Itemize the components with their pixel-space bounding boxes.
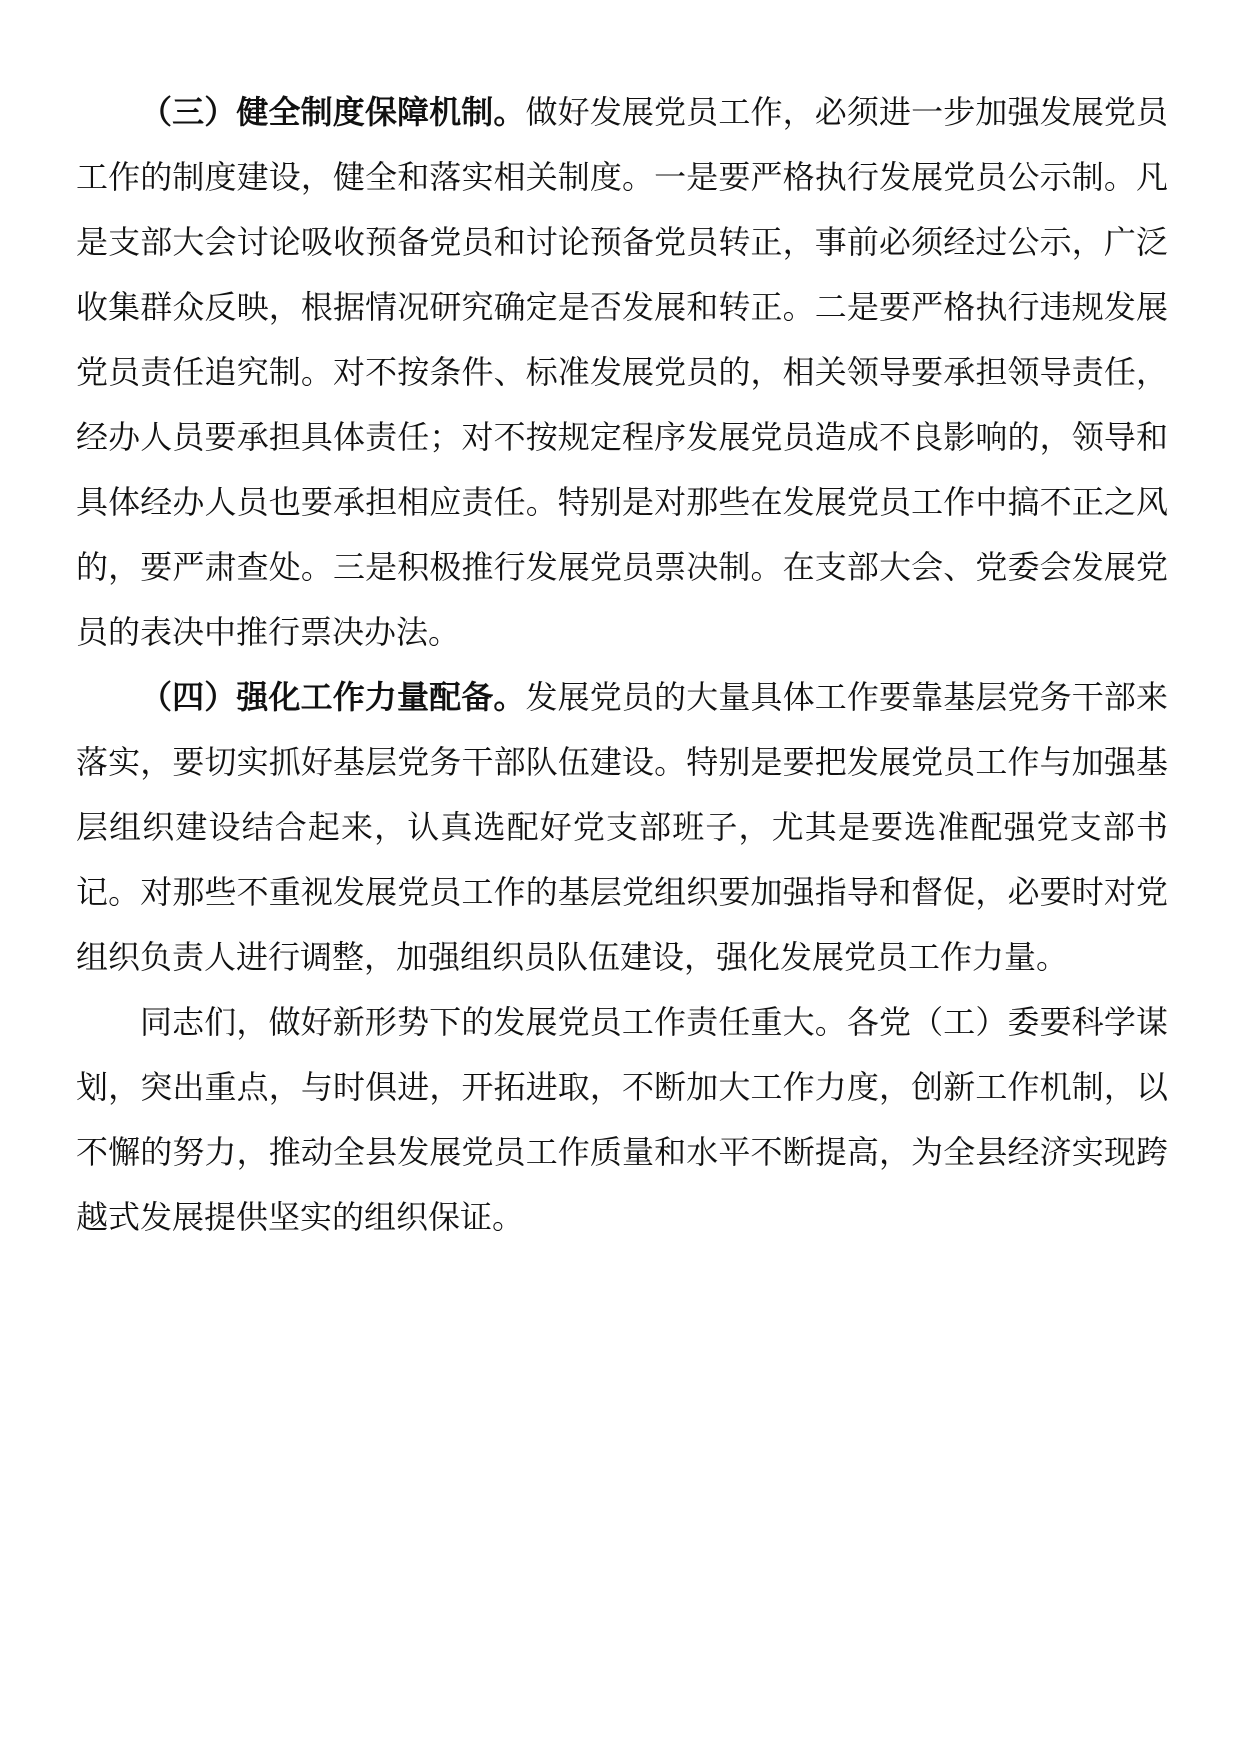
paragraph-text: 发展党员的大量具体工作要靠基层党务干部来落实，要切实抓好基层党务干部队伍建设。特别是要把发展党员工作与加强基层组织建设结合起来，认真选配好党支部班子，尤其是要选准配强党支部书记。对那些不重视发展党员工作的基层党组织要加强指导和督促，必要时对党组织负责人进行调整，加强组织员队伍建设，强化发展党员工作力量。 <box>76 678 1168 976</box>
paragraph-heading: （三）健全制度保障机制。 <box>140 93 526 131</box>
document-body <box>76 80 1168 1250</box>
paragraph-closing-remarks <box>76 990 1168 1250</box>
paragraph-institutional-guarantee <box>76 80 1168 665</box>
paragraph-text: 同志们，做好新形势下的发展党员工作责任重大。各党（工）委要科学谋划，突出重点，与时俱进，开拓进取，不断加大工作力度，创新工作机制，以不懈的努力，推动全县发展党员工作质量和水平不断提高，为全县经济实现跨越式发展提供坚实的组织保证。 <box>76 1003 1168 1236</box>
paragraph-heading: （四）强化工作力量配备。 <box>140 678 526 716</box>
paragraph-workforce-allocation <box>76 665 1168 990</box>
paragraph-text: 做好发展党员工作，必须进一步加强发展党员工作的制度建设，健全和落实相关制度。一是要严格执行发展党员公示制。凡是支部大会讨论吸收预备党员和讨论预备党员转正，事前必须经过公示，广泛收集群众反映，根据情况研究确定是否发展和转正。二是要严格执行违规发展党员责任追究制。对不按条件、标准发展党员的，相关领导要承担领导责任，经办人员要承担具体责任；对不按规定程序发展党员造成不良影响的，领导和具体经办人员也要承担相应责任。特别是对那些在发展党员工作中搞不正之风的，要严肃查处。三是积极推行发展党员票决制。在支部大会、党委会发展党员的表决中推行票决办法。 <box>76 93 1168 651</box>
